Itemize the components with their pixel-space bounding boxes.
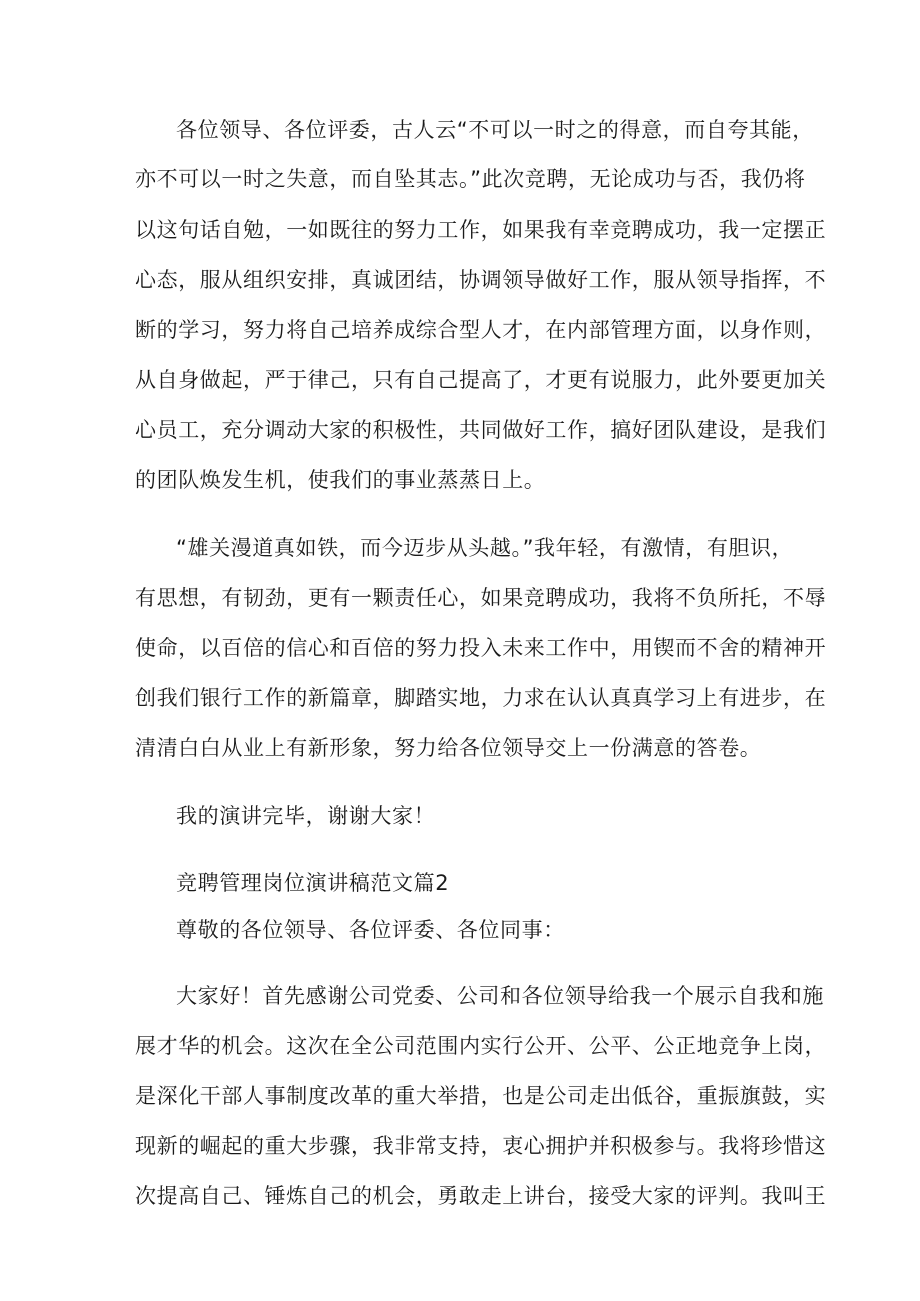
text-line: 亦不可以一时之失意，而自坠其志。”此次竞聘，无论成功与否，我仍将 (135, 167, 806, 191)
text-line: 心员工，充分调动大家的积极性，共同做好工作，搞好团队建设，是我们 (135, 418, 827, 442)
text-line: 以这句话自勉，一如既往的努力工作，如果我有幸竞聘成功，我一定摆正 (135, 218, 827, 242)
text-line: 从自身做起，严于律己，只有自己提高了，才更有说服力，此外要更加关 (135, 368, 827, 392)
text-line: 创我们银行工作的新篇章，脚踏实地，力求在认认真真学习上有进步，在 (135, 686, 827, 710)
text-line: 大家好！首先感谢公司党委、公司和各位领导给我一个展示自我和施 (176, 984, 824, 1008)
text-line: 有思想，有韧劲，更有一颗责任心，如果竞聘成功，我将不负所托，不辱 (135, 586, 827, 610)
text-line: 的团队焕发生机，使我们的事业蒸蒸日上。 (135, 468, 546, 492)
text-line: 清清白白从业上有新形象，努力给各位领导交上一份满意的答卷。 (135, 736, 762, 760)
text-line: 我的演讲完毕，谢谢大家！ (176, 804, 436, 828)
salutation: 尊敬的各位领导、各位评委、各位同事： (176, 918, 565, 942)
text-line: 使命，以百倍的信心和百倍的努力投入未来工作中，用锲而不舍的精神开 (135, 636, 827, 660)
text-line: 展才华的机会。这次在全公司范围内实行公开、公平、公正地竞争上岗， (135, 1034, 827, 1058)
text-line: “雄关漫道真如铁，而今迈步从头越。”我年轻，有激情，有胆识， (176, 536, 794, 560)
text-line: 心态，服从组织安排，真诚团结，协调领导做好工作，服从领导指挥，不 (135, 268, 827, 292)
section-heading: 竞聘管理岗位演讲稿范文篇2 (176, 871, 450, 895)
text-line: 断的学习，努力将自己培养成综合型人才，在内部管理方面，以身作则， (135, 318, 827, 342)
text-line: 是深化干部人事制度改革的重大举措，也是公司走出低谷，重振旗鼓，实 (135, 1084, 827, 1108)
text-line: 各位领导、各位评委，古人云“不可以一时之的得意，而自夸其能， (176, 118, 814, 142)
text-line: 现新的崛起的重大步骤，我非常支持，衷心拥护并积极参与。我将珍惜这 (135, 1134, 827, 1158)
text-line: 次提高自己、锤炼自己的机会，勇敢走上讲台，接受大家的评判。我叫王 (135, 1184, 827, 1208)
